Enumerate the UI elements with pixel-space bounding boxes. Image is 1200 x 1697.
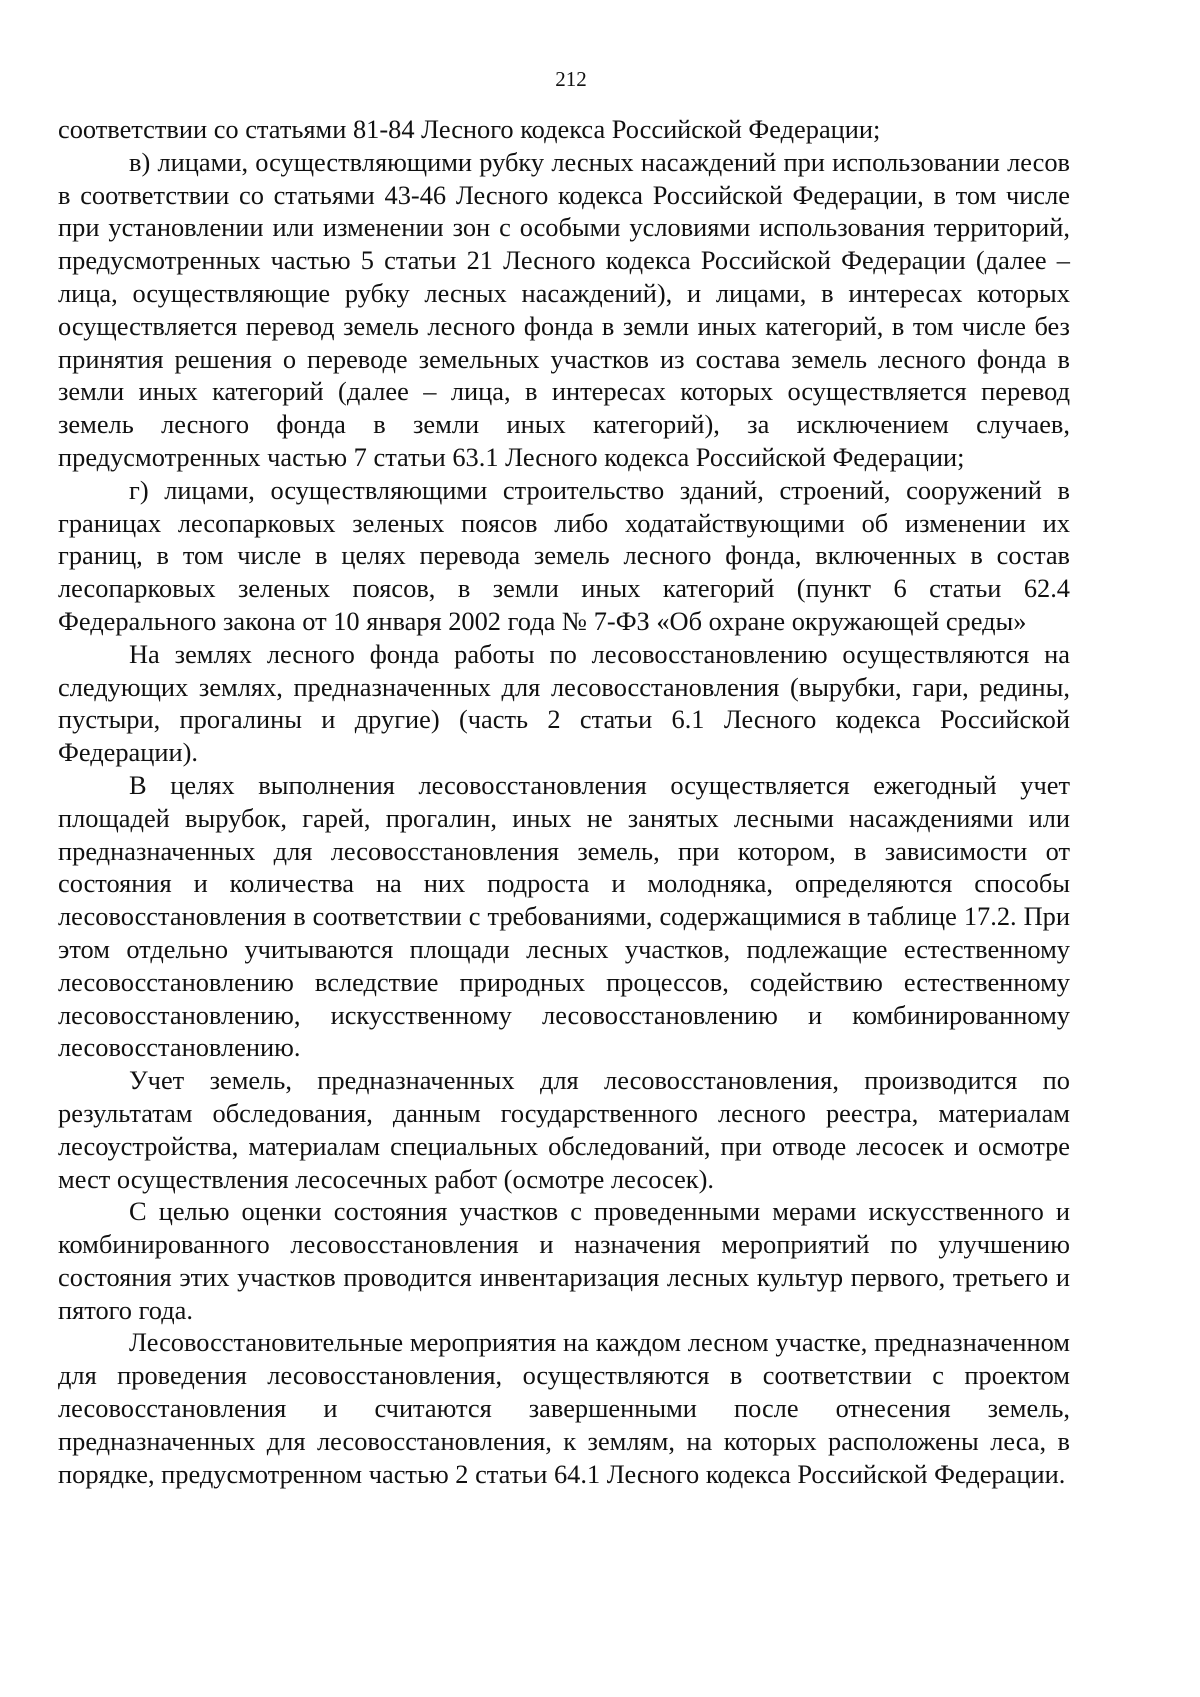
page-number: 212: [555, 67, 587, 91]
paragraph-reforestation-lands: На землях лесного фонда работы по лесовосстановлению осуществляются на следующих землях, предназначенных для лесовосстановления (вырубки, гари, редины, пустыри, прогалины и другие) (часть 2 статьи 6.1 Лесного кодекса Российской Федерации).: [58, 638, 1070, 768]
paragraph-item-g: г) лицами, осуществляющими строительство зданий, строений, сооружений в границах лесопарковых зеленых поясов либо ходатайствующими об изменении их границ, в том числе в целях перевода земель лесного фонда, включенных в состав лесопарковых зеленых поясов, в земли иных категорий (пункт 6 статьи 62.4 Федерального закона от 10 января 2002 года № 7-ФЗ «Об охране окружающей среды»: [58, 474, 1070, 636]
paragraph-annual-accounting: В целях выполнения лесовосстановления осуществляется ежегодный учет площадей вырубок, гарей, прогалин, иных не занятых лесными насаждениями или предназначенных для лесовосстановления земель, при котором, в зависимости от состояния и количества на них подроста и молодняка, определяются способы лесовосстановления в соответствии с требованиями, содержащимися в таблице 17.2. При этом отдельно учитываются площади лесных участков, подлежащие естественному лесовосстановлению вследствие природных процессов, содействию естественному лесовосстановлению, искусственному лесовосстановлению и комбинированному лесовосстановлению.: [58, 769, 1070, 1063]
paragraph-continuation: соответствии со статьями 81-84 Лесного кодекса Российской Федерации;: [58, 114, 881, 144]
paragraph-inventory: С целью оценки состояния участков с проведенными мерами искусственного и комбинированного лесовосстановления и назначения мероприятий по улучшению состояния этих участков проводится инвентаризация лесных культур первого, третьего и пятого года.: [58, 1196, 1070, 1325]
paragraph-item-v: в) лицами, осуществляющими рубку лесных насаждений при использовании лесов в соответствии со статьями 43-46 Лесного кодекса Российской Федерации, в том числе при установлении или изменении зон с особыми условиями использования территорий, предусмотренных частью 5 статьи 21 Лесного кодекса Российской Федерации (далее – лица, осуществляющие рубку лесных насаждений), и лицами, в интересах которых осуществляется перевод земель лесного фонда в земли иных категорий, в том числе без принятия решения о переводе земельных участков из состава земель лесного фонда в земли иных категорий (далее – лица, в интересах которых осуществляется перевод земель лесного фонда в земли иных категорий), за исключением случаев, предусмотренных частью 7 статьи 63.1 Лесного кодекса Российской Федерации;: [58, 146, 1070, 472]
paragraph-completion: Лесовосстановительные мероприятия на каждом лесном участке, предназначенном для проведения лесовосстановления, осуществляются в соответствии с проектом лесовосстановления и считаются завершенными после отнесения земель, предназначенных для лесовосстановления, к землям, на которых расположены леса, в порядке, предусмотренном частью 2 статьи 64.1 Лесного кодекса Российской Федерации.: [58, 1327, 1070, 1489]
document-body: [58, 113, 1070, 1490]
paragraph-land-accounting-sources: Учет земель, предназначенных для лесовосстановления, производится по результатам обследования, данным государственного лесного реестра, материалам лесоустройства, материалам специальных обследований, при отводе лесосек и осмотре мест осуществления лесосечных работ (осмотре лесосек).: [58, 1065, 1070, 1194]
